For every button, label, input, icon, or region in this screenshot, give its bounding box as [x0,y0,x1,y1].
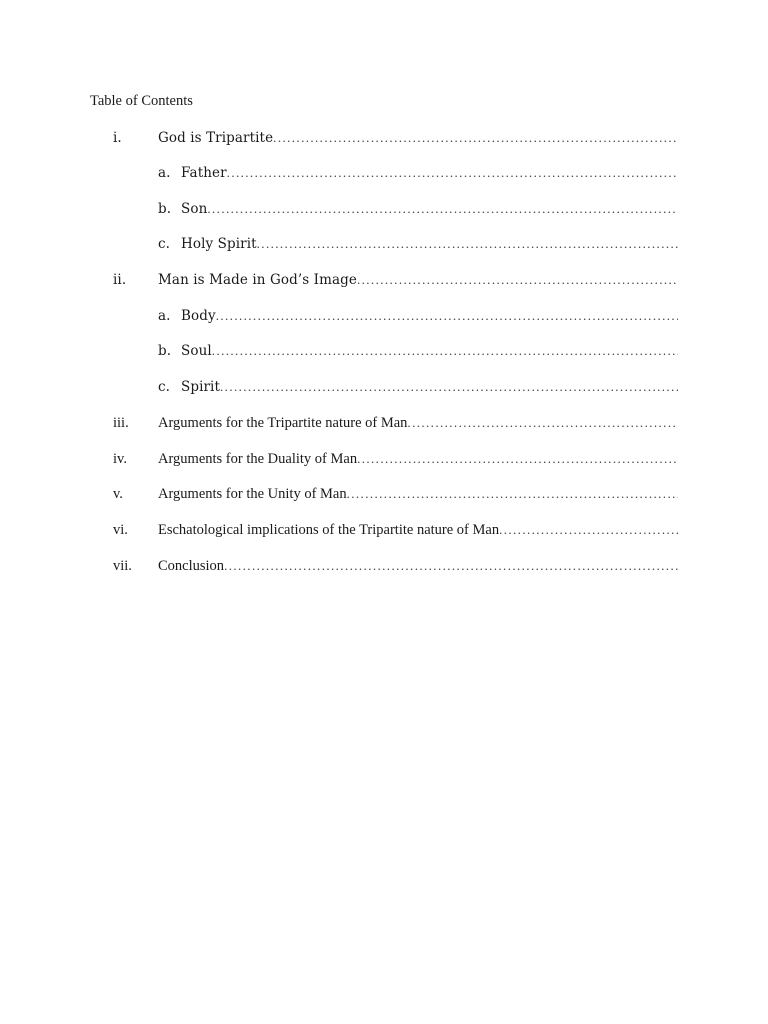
toc-entry-label: God is Tripartite [158,130,274,146]
toc-dot-leader [499,521,678,539]
toc-entry-label: Arguments for the Tripartite nature of Man [158,415,408,431]
toc-entry-god-is-tripartite [113,129,678,147]
toc-entry-label: Arguments for the Unity of Man [158,486,347,502]
toc-dot-leader [407,414,678,432]
toc-dot-leader [357,271,678,289]
toc-entry-number: v. [113,486,123,502]
toc-entry-number: b. [158,343,172,359]
toc-dot-leader [220,378,678,396]
toc-dot-leader [216,307,678,325]
toc-entry-label: Spirit [181,379,221,395]
toc-title: Table of Contents [90,93,193,109]
toc-entry-father [158,164,678,182]
toc-entry-number: ii. [113,272,127,288]
toc-entry-number: a. [158,165,171,181]
toc-entry-holy-spirit [158,235,678,253]
toc-entry-arguments-unity [113,485,678,503]
toc-entry-soul [158,342,678,360]
toc-entry-label: Son [181,201,208,217]
toc-entry-body [158,307,678,325]
toc-dot-leader [224,557,678,575]
toc-dot-leader [257,235,678,253]
toc-entry-conclusion [113,557,678,575]
toc-dot-leader [227,164,678,182]
toc-dot-leader [207,200,678,218]
toc-entry-spirit [158,378,678,396]
toc-entry-arguments-tripartite [113,414,678,432]
toc-dot-leader [212,342,678,360]
toc-entry-number: i. [113,130,122,146]
toc-entry-number: a. [158,308,171,324]
toc-entry-label: Body [181,308,216,324]
toc-entry-number: c. [158,379,171,395]
toc-entry-number: vi. [113,522,128,538]
toc-entry-label: Father [181,165,227,181]
toc-entry-number: b. [158,201,172,217]
toc-entry-label: Soul [181,343,212,359]
toc-entry-label: Holy Spirit [181,236,257,252]
toc-dot-leader [357,450,678,468]
toc-dot-leader [273,129,678,147]
toc-entry-son [158,200,678,218]
toc-entry-man-made-in-gods-image [113,271,678,289]
toc-dot-leader [347,485,678,503]
toc-entry-number: vii. [113,558,132,574]
toc-entry-label: Man is Made in God’s Image [158,272,357,288]
toc-entry-label: Eschatological implications of the Tripartite nature of Man [158,522,500,538]
toc-entry-number: iii. [113,415,129,431]
toc-entry-eschatological-implications [113,521,678,539]
toc-entry-number: c. [158,236,171,252]
toc-entry-label: Conclusion [158,558,225,574]
toc-entry-label: Arguments for the Duality of Man [158,451,358,467]
toc-entry-arguments-duality [113,450,678,468]
toc-entry-number: iv. [113,451,127,467]
